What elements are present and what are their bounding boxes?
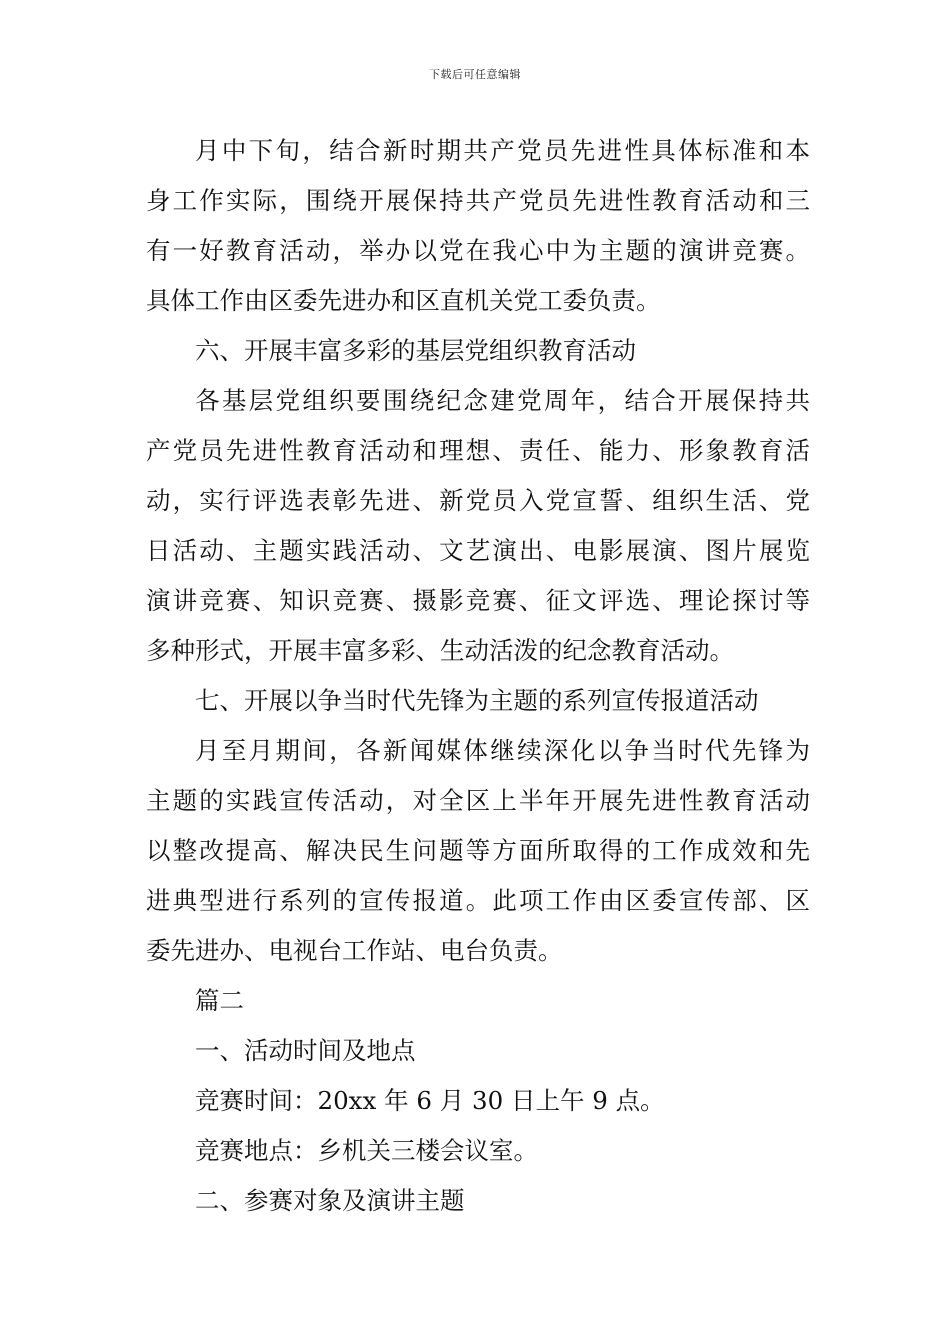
section-heading: 一、活动时间及地点 — [195, 1036, 416, 1065]
text-line: 进典型进行系列的宣传报道。此项工作由区委宣传部、区 — [146, 886, 810, 915]
text-line: 有一好教育活动，举办以党在我心中为主题的演讲竞赛。 — [146, 236, 810, 265]
text-line: 产党员先进性教育活动和理想、责任、能力、形象教育活 — [146, 436, 810, 465]
page-header-note: 下载后可任意编辑 — [429, 68, 521, 81]
section-heading: 二、参赛对象及演讲主题 — [195, 1186, 465, 1215]
text-line: 具体工作由区委先进办和区直机关党工委负责。 — [146, 286, 661, 315]
text-line: 竞赛地点：乡机关三楼会议室。 — [195, 1136, 538, 1165]
text-line: 身工作实际，围绕开展保持共产党员先进性教育活动和三 — [146, 186, 810, 215]
text-line: 委先进办、电视台工作站、电台负责。 — [146, 936, 563, 965]
text-line: 主题的实践宣传活动，对全区上半年开展先进性教育活动 — [146, 786, 810, 815]
text-line: 各基层党组织要围绕纪念建党周年，结合开展保持共 — [195, 386, 810, 415]
document-body — [146, 126, 810, 1226]
text-line: 月至月期间，各新闻媒体继续深化以争当时代先锋为 — [195, 736, 810, 765]
text-line: 月中下旬，结合新时期共产党员先进性具体标准和本 — [195, 136, 810, 165]
section-heading: 七、开展以争当时代先锋为主题的系列宣传报道活动 — [195, 686, 759, 715]
section-heading: 六、开展丰富多彩的基层党组织教育活动 — [195, 336, 636, 365]
text-line: 多种形式，开展丰富多彩、生动活泼的纪念教育活动。 — [146, 636, 734, 665]
text-line: 动，实行评选表彰先进、新党员入党宣誓、组织生活、党 — [146, 486, 810, 515]
text-line: 竞赛时间：20xx 年 6 月 30 日上午 9 点。 — [195, 1086, 665, 1115]
text-line: 日活动、主题实践活动、文艺演出、电影展演、图片展览 — [146, 536, 810, 565]
part-title: 篇二 — [195, 986, 244, 1015]
text-line: 以整改提高、解决民生问题等方面所取得的工作成效和先 — [146, 836, 810, 865]
text-line: 演讲竞赛、知识竞赛、摄影竞赛、征文评选、理论探讨等 — [146, 586, 810, 615]
